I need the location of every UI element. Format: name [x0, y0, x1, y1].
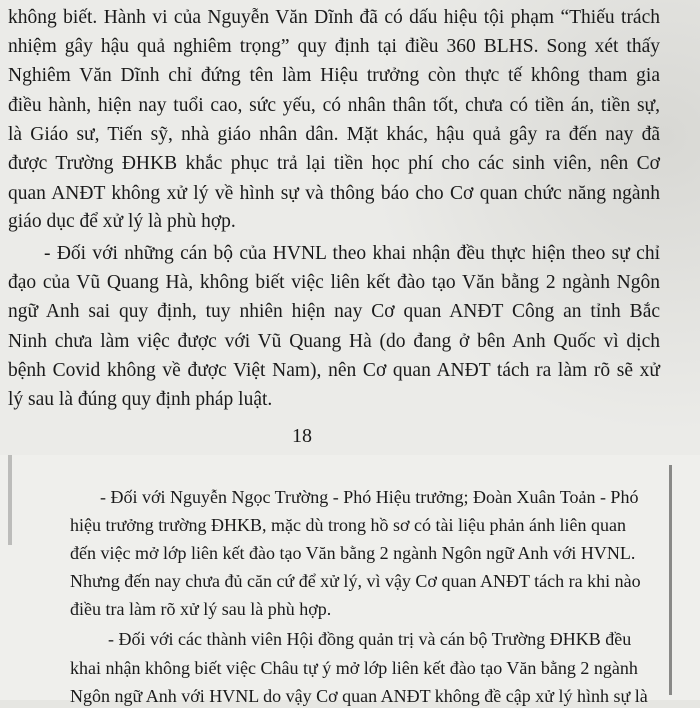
text-line: không biết. Hành vi của Nguyễn Văn Dĩnh đã có dấu hiệu tội phạm “Thiếu trách: [8, 7, 660, 28]
text-line: đến việc mở lớp liên kết đào tạo Văn bằng 2 ngành Ngôn ngữ Anh với HVNL.: [70, 543, 636, 563]
text-line: Nhưng đến nay chưa đủ căn cứ để xử lý, vì vậy Cơ quan ANĐT tách ra khi nào: [70, 571, 641, 591]
text-line: nhiệm gây hậu quả nghiêm trọng” quy định tại điều 360 BLHS. Song xét thấy: [8, 36, 660, 57]
text-line: Nghiêm Văn Dĩnh chỉ đứng tên làm Hiệu trưởng còn thực tế không tham gia: [8, 65, 660, 86]
page-edge-shadow: [8, 455, 12, 545]
text-line: đạo của Vũ Quang Hà, không biết việc liên kết đào tạo Văn bằng 2 ngành Ngôn: [8, 272, 660, 293]
text-line: - Đối với những cán bộ của HVNL theo khai nhận đều thực hiện theo sự chỉ: [44, 243, 660, 264]
text-line: điều hành, hiện nay tuổi cao, sức yếu, có nhân thân tốt, chưa có tiền án, tiền sự,: [8, 95, 660, 116]
text-line: Ngôn ngữ Anh với HVNL do vậy Cơ quan ANĐT không đề cập xử lý hình sự là: [70, 686, 648, 706]
text-line: quan ANĐT không xử lý về hình sự và thông báo cho Cơ quan chức năng ngành: [8, 183, 660, 204]
text-line: điều tra làm rõ xử lý sau là phù hợp.: [70, 599, 332, 619]
text-line: là Giáo sư, Tiến sỹ, nhà giáo nhân dân. Mặt khác, hậu quả gây ra đến nay đã: [8, 124, 660, 145]
document-page-19: [0, 455, 700, 706]
text-line: - Đối với Nguyễn Ngọc Trường - Phó Hiệu trưởng; Đoàn Xuân Toản - Phó: [100, 487, 639, 507]
text-line: - Đối với các thành viên Hội đồng quản trị và cán bộ Trường ĐHKB đều: [108, 629, 632, 649]
page-edge-shadow: [669, 465, 672, 695]
text-line: giáo dục để xử lý là phù hợp.: [8, 211, 236, 232]
page-number: 18: [292, 425, 312, 447]
text-line: hiệu trưởng trường ĐHKB, mặc dù trong hồ sơ có tài liệu phản ánh liên quan: [70, 515, 626, 535]
text-line: lý sau là đúng quy định pháp luật.: [8, 389, 273, 410]
text-line: Ninh chưa làm việc được với Vũ Quang Hà (do đang ở bên Anh Quốc vì dịch: [8, 331, 660, 352]
text-line: khai nhận không biết việc Châu tự ý mở lớp liên kết đào tạo Văn bằng 2 ngành: [70, 658, 638, 678]
text-line: bệnh Covid không về được Việt Nam), nên Cơ quan ANĐT tách ra làm rõ sẽ xử: [8, 360, 660, 381]
text-line: ngữ Anh sai quy định, tuy nhiên hiện nay Cơ quan ANĐT Công an tỉnh Bắc: [8, 301, 660, 322]
text-line: được Trường ĐHKB khắc phục trả lại tiền học phí cho các sinh viên, nên Cơ: [8, 153, 660, 174]
